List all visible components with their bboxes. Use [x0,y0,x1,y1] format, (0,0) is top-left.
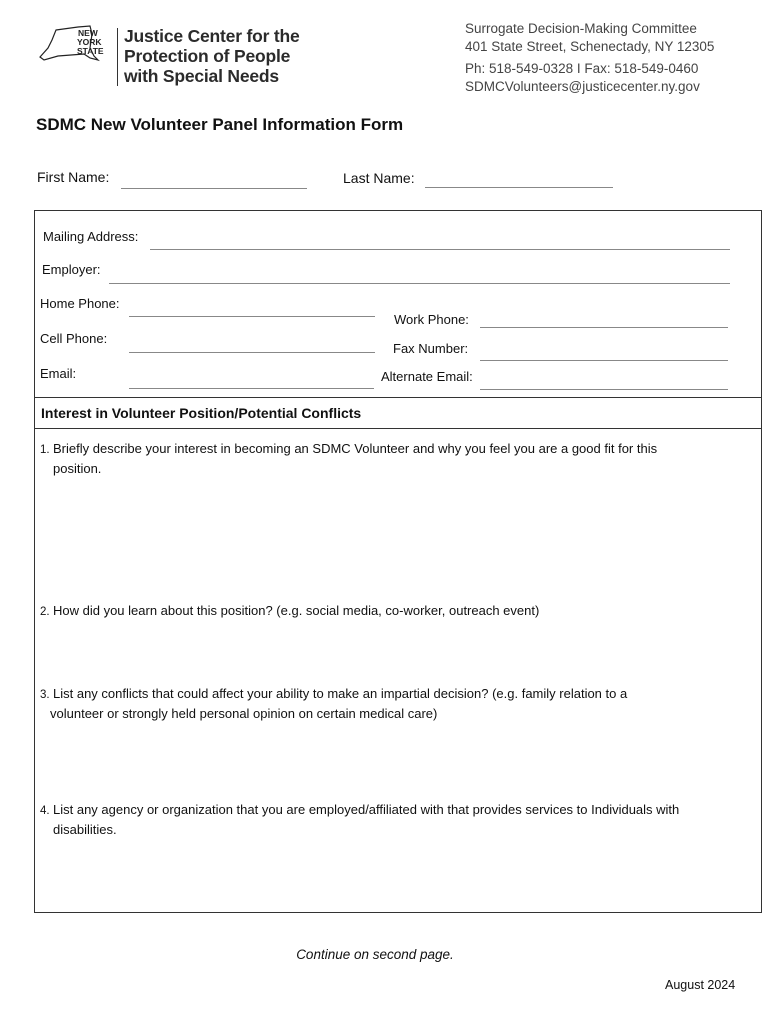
question-1-text: Briefly describe your interest in becoming an SDMC Volunteer and why you feel you are a good fit for this [53,441,658,456]
mailing-address-field[interactable] [150,249,730,250]
org-name-line-2: Protection of People [124,46,291,66]
question-2-text: How did you learn about this position? (e.g. social media, co-worker, outreach event) [53,603,540,618]
new-york-state-logo [38,24,118,72]
question-3 [40,685,730,723]
question-2-number: 2. [40,606,50,618]
question-3-answer-area[interactable] [40,725,730,795]
logo-line-york: YORK [77,37,102,47]
cell-phone-field[interactable] [129,352,375,353]
first-name-field[interactable] [121,188,307,189]
employer-field[interactable] [109,283,730,284]
logo-line-state: STATE [77,46,104,56]
section-divider-top [34,397,762,398]
last-name-field[interactable] [425,187,613,188]
org-name [124,26,300,86]
question-1 [40,440,730,478]
question-1-number: 1. [40,444,50,456]
section-title: Interest in Volunteer Position/Potential Conflicts [41,405,362,421]
home-phone-label: Home Phone: [40,296,120,311]
org-name-line-3: with Special Needs [124,66,279,86]
revision-date: August 2024 [665,978,736,992]
work-phone-label: Work Phone: [394,312,469,327]
question-3-number: 3. [40,689,50,701]
email-field[interactable] [129,388,374,389]
email-label: Email: [40,366,77,381]
section-divider-bottom [34,428,762,429]
question-1-text-cont: position. [53,460,102,476]
cell-phone-label: Cell Phone: [40,331,108,346]
alternate-email-field[interactable] [480,389,728,390]
employer-label: Employer: [42,262,101,277]
last-name-label: Last Name: [343,170,415,186]
fax-number-label: Fax Number: [393,341,469,356]
org-name-line-1: Justice Center for the [124,26,300,46]
question-4-text: List any agency or organization that you are employed/affiliated with that provides services to Individuals with [53,802,680,817]
committee-name: Surrogate Decision-Making Committee [465,21,697,36]
street-address: 401 State Street, Schenectady, NY 12305 [465,38,715,54]
continue-note: Continue on second page. [296,947,454,962]
question-2-answer-area[interactable] [40,625,730,680]
first-name-label: First Name: [37,169,110,185]
question-4-answer-area[interactable] [40,842,730,907]
mailing-address-label: Mailing Address: [43,229,139,244]
question-3-text: List any conflicts that could affect your ability to make an impartial decision? (e.g. family relation to a [53,686,628,701]
question-4-text-cont: disabilities. [53,821,117,837]
question-4-number: 4. [40,805,50,817]
logo-divider [117,28,118,86]
fax-number-field[interactable] [480,360,728,361]
home-phone-field[interactable] [129,316,375,317]
alternate-email-label: Alternate Email: [381,369,473,384]
question-1-answer-area[interactable] [40,480,730,595]
question-2 [40,602,730,622]
logo-line-new: NEW [78,28,98,38]
work-phone-field[interactable] [480,327,728,328]
question-3-text-cont: volunteer or strongly held personal opinion on certain medical care) [50,705,438,721]
question-4 [40,801,730,839]
contact-email[interactable]: SDMCVolunteers@justicecenter.ny.gov [465,78,700,94]
form-title: SDMC New Volunteer Panel Information Form [36,115,404,134]
contact-block [465,20,714,95]
phone-fax: Ph: 518-549-0328 I Fax: 518-549-0460 [465,61,699,76]
